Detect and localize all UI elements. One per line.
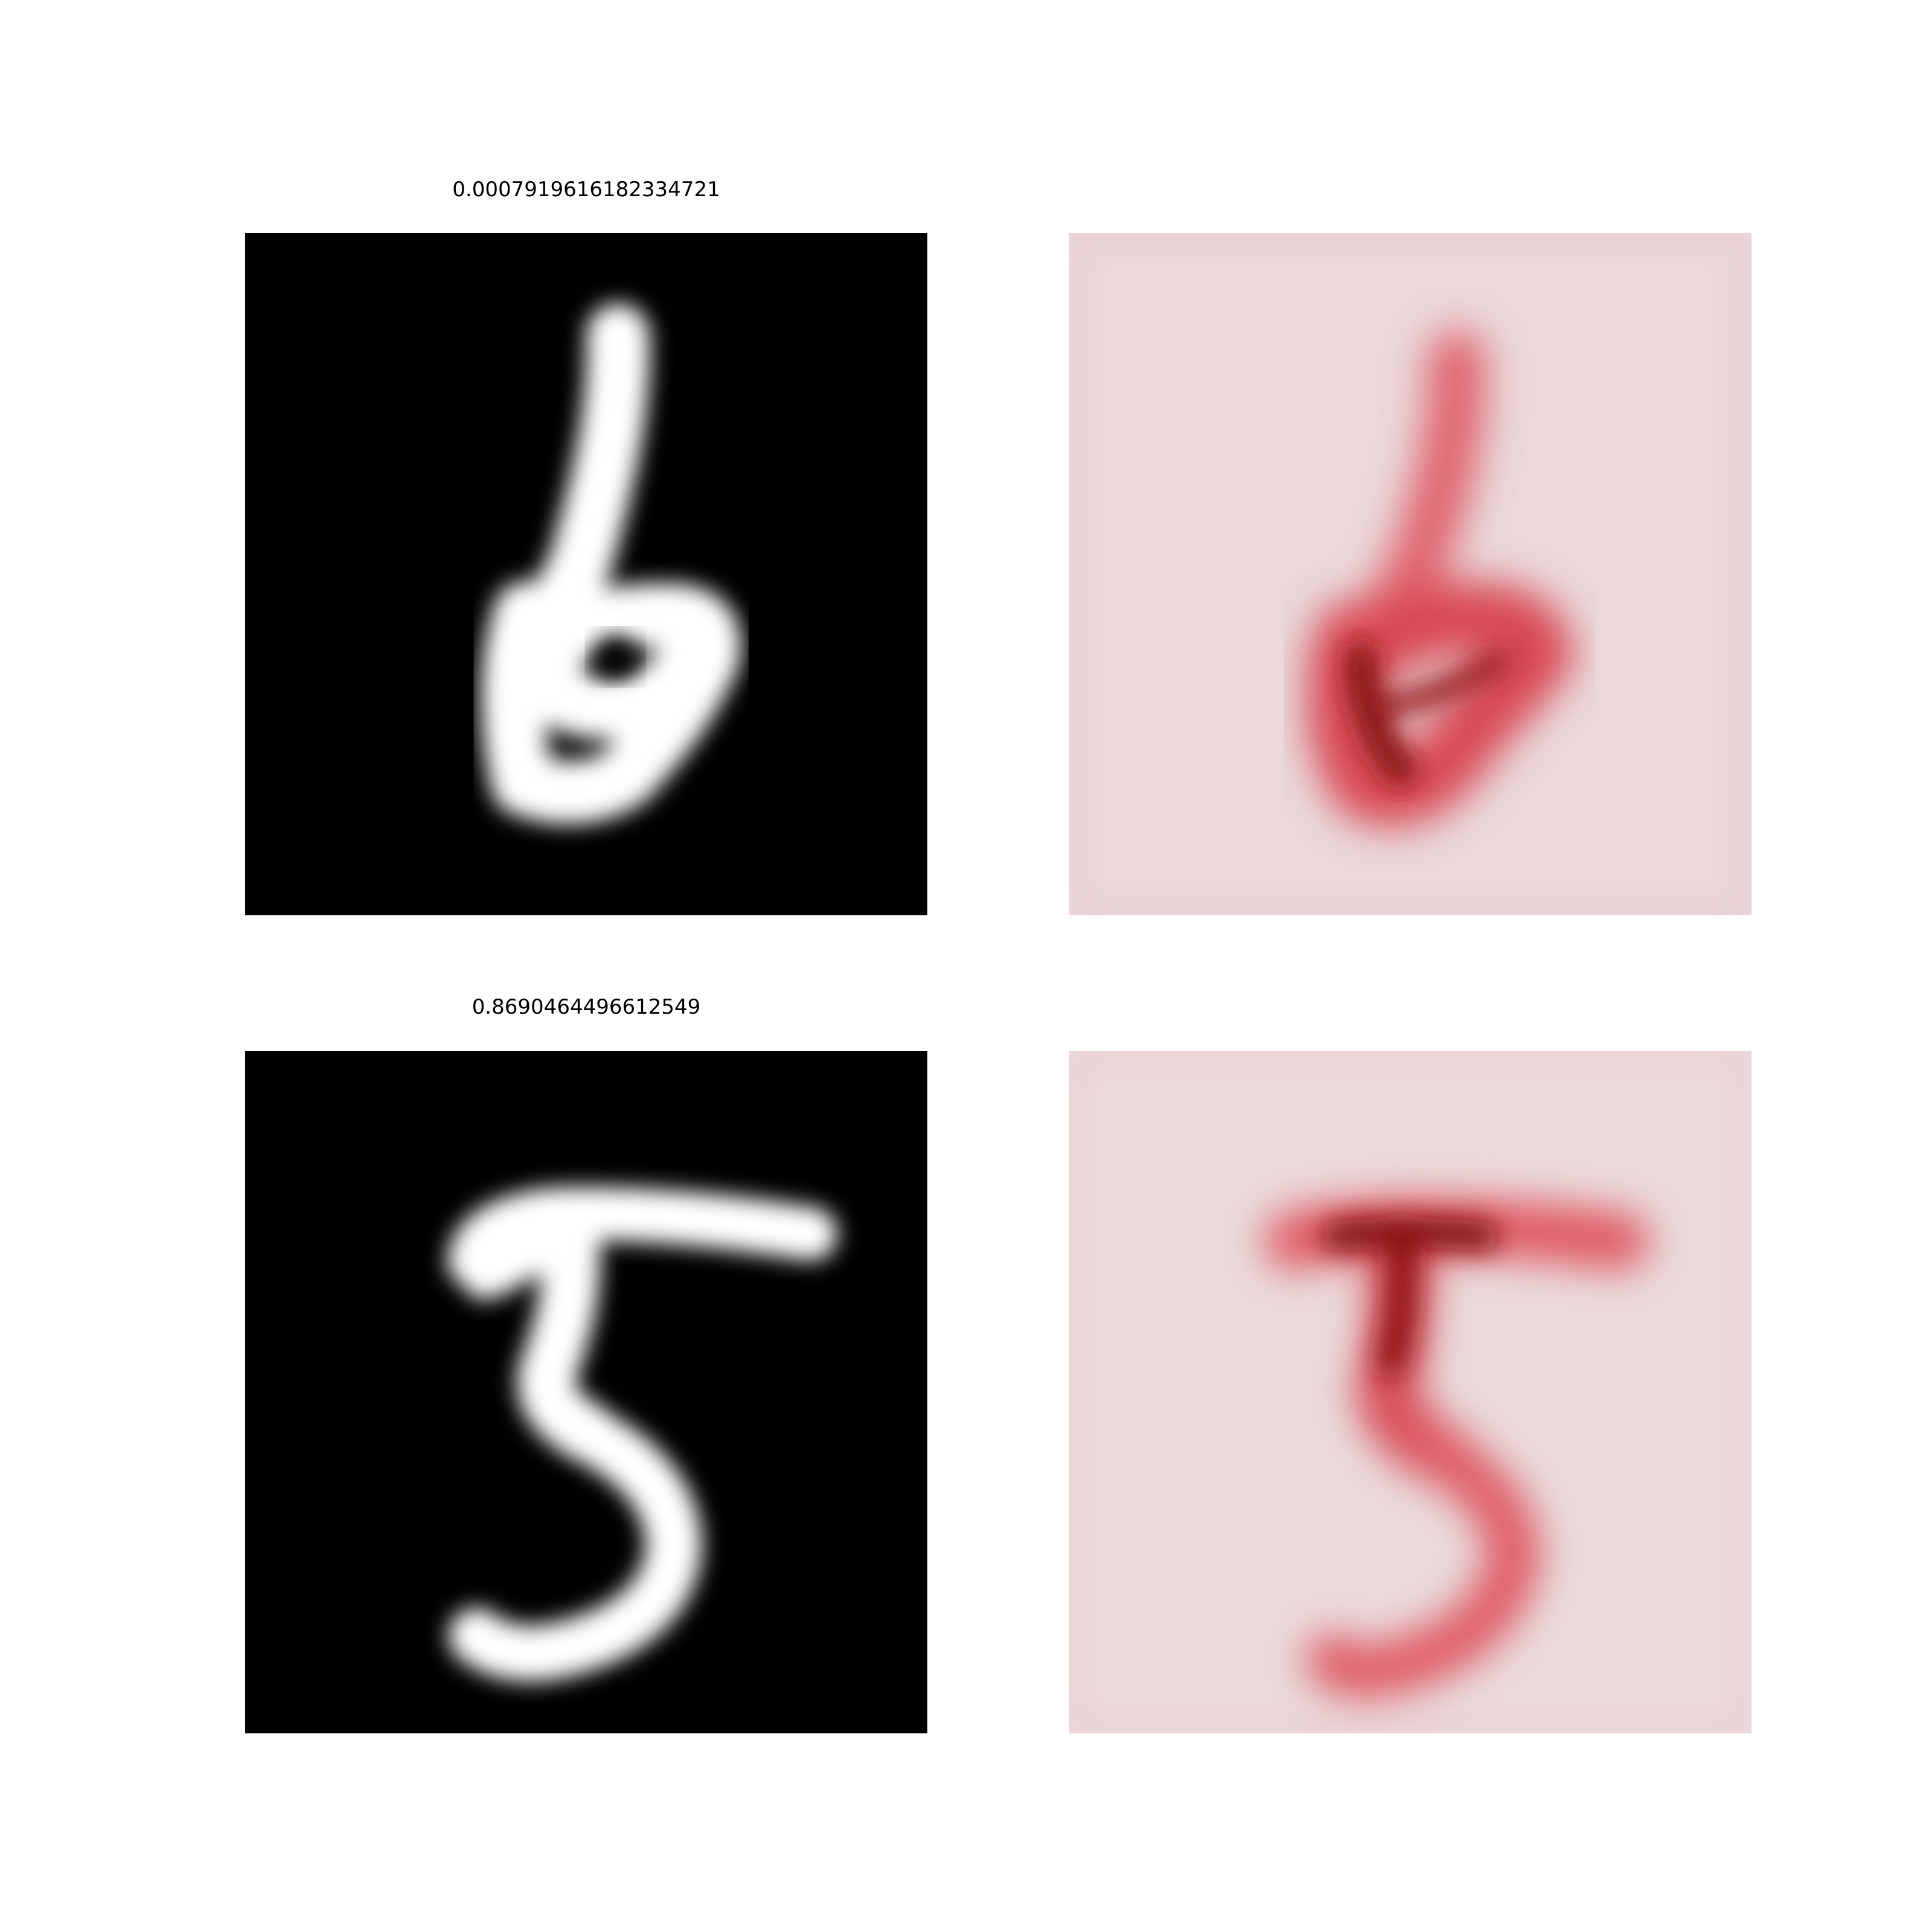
attribution-heatmap-5 [1069, 1051, 1751, 1733]
row-1-score-title: 0.0007919616182334721 [452, 178, 720, 202]
input-digit-6-image [245, 233, 927, 915]
attribution-heatmap-6 [1069, 233, 1751, 915]
input-digit-5-image [245, 1051, 927, 1733]
row-2-score-title: 0.8690464496612549 [472, 995, 701, 1019]
